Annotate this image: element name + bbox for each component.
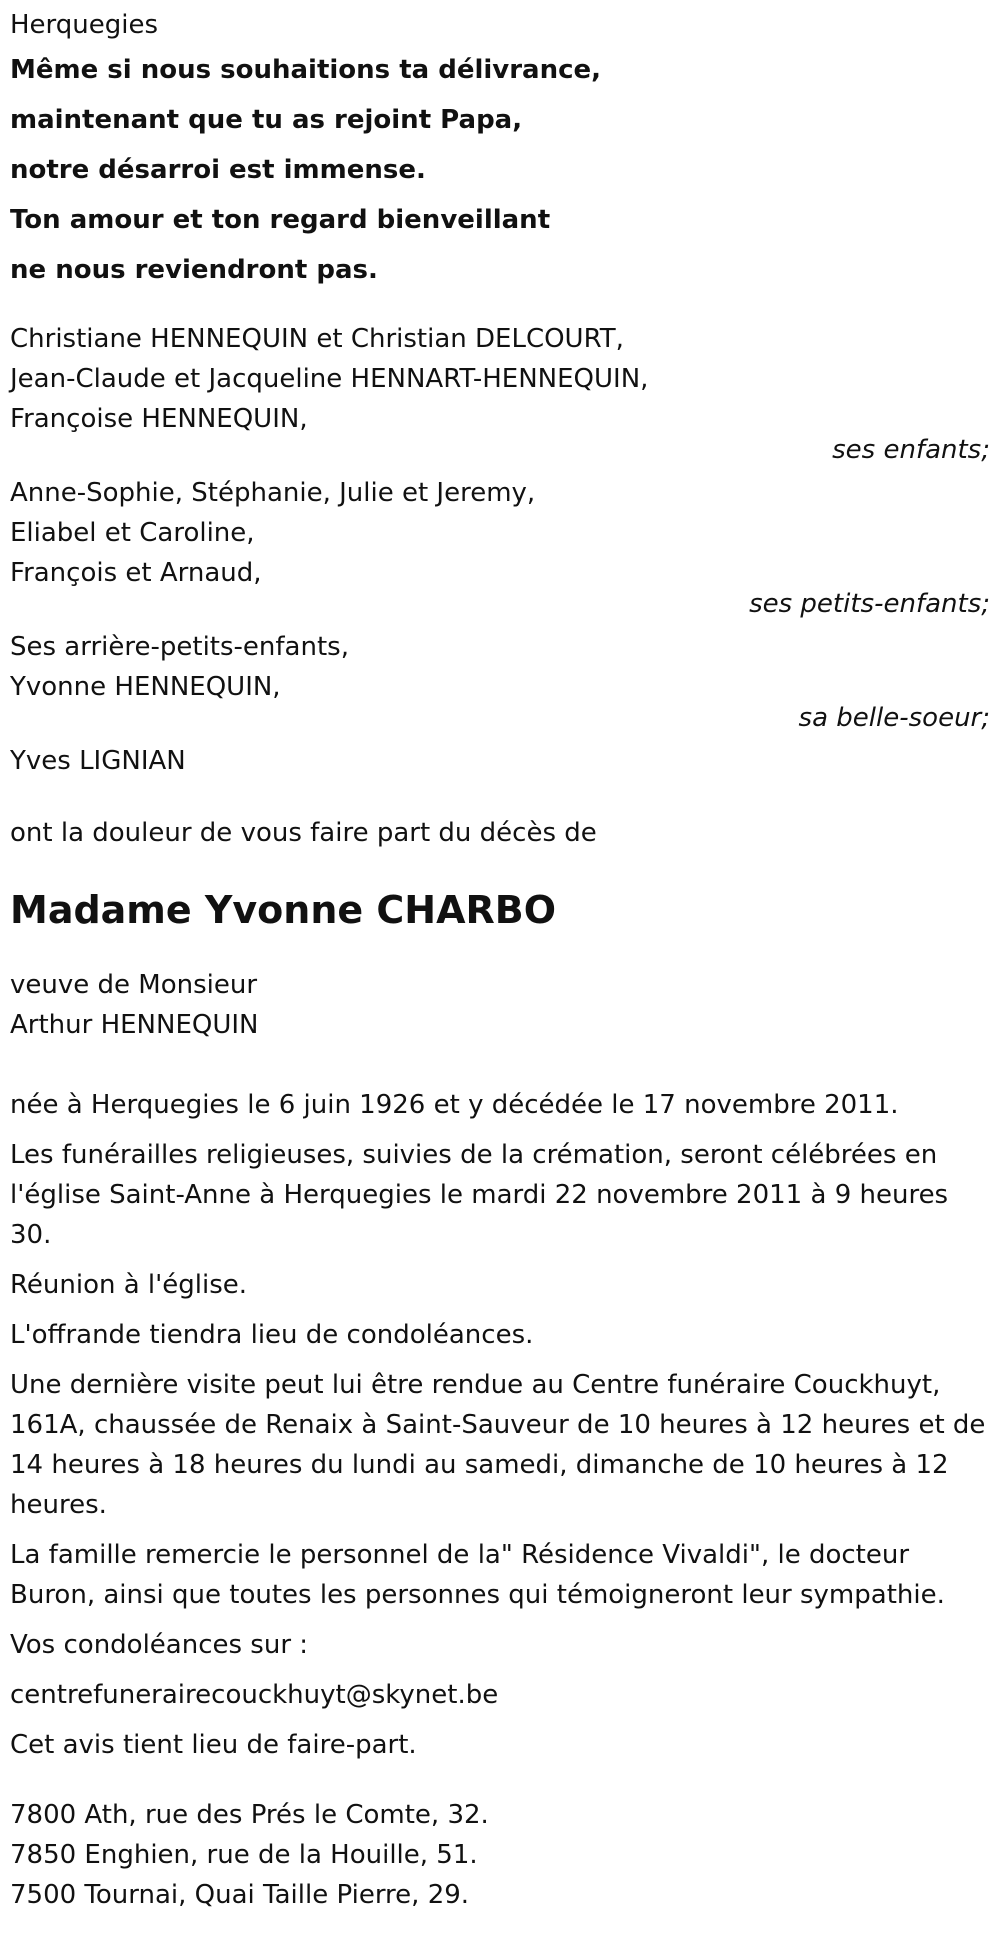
poem-line: ne nous reviendront pas. bbox=[10, 255, 378, 285]
detail-paragraph: La famille remercie le personnel de la" Résidence Vivaldi", le docteur Buron, ainsi que toutes les personnes qui témoigneront leur sympathie. bbox=[10, 1540, 945, 1610]
family-name: Christiane HENNEQUIN et Christian DELCOURT, bbox=[10, 324, 624, 354]
funeral-details bbox=[10, 1085, 990, 1765]
poem-line: notre désarroi est immense. bbox=[10, 155, 426, 185]
detail-paragraph: Une dernière visite peut lui être rendue au Centre funéraire Couckhuyt, 161A, chaussée de Renaix à Saint-Sauveur de 10 heures à 12 heures et de 14 heures à 18 heures du lundi au samedi, dimanche de 10 heures à 12 heures. bbox=[10, 1370, 986, 1520]
family-role: ses petits-enfants; bbox=[749, 589, 990, 619]
family-name: Ses arrière-petits-enfants, bbox=[10, 632, 349, 662]
detail-paragraph: L'offrande tiendra lieu de condoléances. bbox=[10, 1320, 534, 1350]
family-role: sa belle-soeur; bbox=[798, 703, 990, 733]
family-group-children bbox=[10, 319, 990, 465]
detail-paragraph: Les funérailles religieuses, suivies de la crémation, seront célébrées en l'église Saint-Anne à Herquegies le mardi 22 novembre 2011 à 9 heures 30. bbox=[10, 1140, 949, 1250]
widow-of bbox=[10, 965, 990, 1045]
poem bbox=[10, 45, 990, 295]
family-list bbox=[10, 319, 990, 781]
detail-paragraph: née à Herquegies le 6 juin 1926 et y décédée le 17 novembre 2011. bbox=[10, 1090, 899, 1120]
address-line: 7800 Ath, rue des Prés le Comte, 32. bbox=[10, 1800, 489, 1830]
family-name: Eliabel et Caroline, bbox=[10, 518, 255, 548]
address-line: 7850 Enghien, rue de la Houille, 51. bbox=[10, 1840, 478, 1870]
address-line: 7500 Tournai, Quai Taille Pierre, 29. bbox=[10, 1880, 470, 1910]
family-group-sister-in-law bbox=[10, 627, 990, 733]
family-name: Françoise HENNEQUIN, bbox=[10, 404, 308, 434]
family-name: Yves LIGNIAN bbox=[10, 746, 186, 776]
family-name: Anne-Sophie, Stéphanie, Julie et Jeremy, bbox=[10, 478, 536, 508]
poem-line: maintenant que tu as rejoint Papa, bbox=[10, 105, 523, 135]
family-role: ses enfants; bbox=[832, 435, 990, 465]
detail-paragraph: Vos condoléances sur : bbox=[10, 1630, 309, 1660]
address-list bbox=[10, 1795, 990, 1915]
deceased-name: Madame Yvonne CHARBO bbox=[10, 888, 557, 932]
family-name: François et Arnaud, bbox=[10, 558, 262, 588]
family-group-grandchildren bbox=[10, 473, 990, 619]
detail-paragraph: Cet avis tient lieu de faire-part. bbox=[10, 1730, 417, 1760]
condolence-email: centrefunerairecouckhuyt@skynet.be bbox=[10, 1680, 499, 1710]
widow-line: veuve de Monsieur bbox=[10, 970, 258, 1000]
announcement: ont la douleur de vous faire part du décès de bbox=[10, 818, 597, 848]
widow-line: Arthur HENNEQUIN bbox=[10, 1010, 259, 1040]
detail-paragraph: Réunion à l'église. bbox=[10, 1270, 248, 1300]
family-name: Jean-Claude et Jacqueline HENNART-HENNEQUIN, bbox=[10, 364, 649, 394]
family-name: Yvonne HENNEQUIN, bbox=[10, 672, 281, 702]
location: Herquegies bbox=[10, 10, 159, 40]
poem-line: Ton amour et ton regard bienveillant bbox=[10, 205, 551, 235]
poem-line: Même si nous souhaitions ta délivrance, bbox=[10, 55, 602, 85]
